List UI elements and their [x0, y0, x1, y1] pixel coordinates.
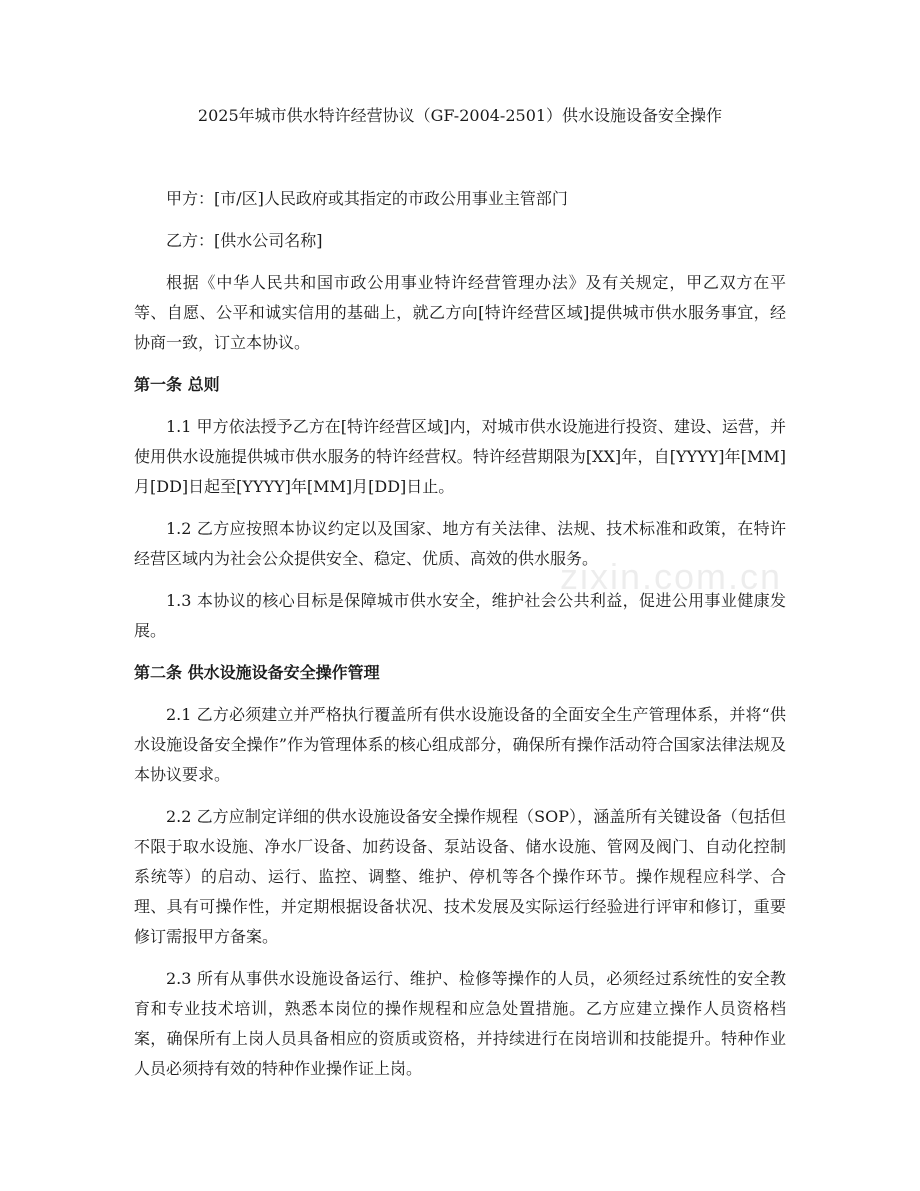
clause-1-1: 1.1 甲方依法授予乙方在[特许经营区域]内，对城市供水设施进行投资、建设、运营，并使用供水设施提供城市供水服务的特许经营权。特许经营期限为[XX]年，自[YYYY]年[MM]月[DD]日起至[YYYY]年[MM]月[DD]日止。 — [134, 417, 786, 496]
document-body — [134, 184, 786, 1096]
party-b: 乙方：[供水公司名称] — [166, 231, 323, 250]
clause-1-3: 1.3 本协议的核心目标是保障城市供水安全，维护社会公共利益，促进公用事业健康发展。 — [134, 591, 786, 640]
clause-1-2: 1.2 乙方应按照本协议约定以及国家、地方有关法律、法规、技术标准和政策，在特许经营区域内为社会公众提供安全、稳定、优质、高效的供水服务。 — [134, 519, 786, 568]
watermark-text: zixin.com.cn — [560, 556, 783, 597]
clause-2-3: 2.3 所有从事供水设施设备运行、维护、检修等操作的人员，必须经过系统性的安全教育和专业技术培训，熟悉本岗位的操作规程和应急处置措施。乙方应建立操作人员资格档案，确保所有上岗人员具备相应的资质或资格，并持续进行在岗培训和技能提升。特种作业人员必须持有效的特种作业操作证上岗。 — [134, 969, 786, 1078]
section-heading-2: 第二条 供水设施设备安全操作管理 — [134, 663, 380, 682]
section-heading-1: 第一条 总则 — [134, 375, 220, 394]
party-a: 甲方：[市/区]人民政府或其指定的市政公用事业主管部门 — [166, 189, 568, 208]
clause-2-2: 2.2 乙方应制定详细的供水设施设备安全操作规程（SOP），涵盖所有关键设备（包括但不限于取水设施、净水厂设备、加药设备、泵站设备、储水设施、管网及阀门、自动化控制系统等）的启动、运行、监控、调整、维护、停机等各个操作环节。操作规程应科学、合理、具有可操作性，并定期根据设备状况、技术发展及实际运行经验进行评审和修订，重要修订需报甲方备案。 — [134, 807, 786, 946]
clause-2-1: 2.1 乙方必须建立并严格执行覆盖所有供水设施设备的全面安全生产管理体系，并将“供水设施设备安全操作”作为管理体系的核心组成部分，确保所有操作活动符合国家法律法规及本协议要求。 — [134, 705, 786, 784]
preamble-paragraph: 根据《中华人民共和国市政公用事业特许经营管理办法》及有关规定，甲乙双方在平等、自愿、公平和诚实信用的基础上，就乙方向[特许经营区域]提供城市供水服务事宜，经协商一致，订立本协议。 — [134, 273, 786, 352]
document-title: 2025年城市供水特许经营协议（GF-2004-2501）供水设施设备安全操作 — [197, 106, 723, 125]
